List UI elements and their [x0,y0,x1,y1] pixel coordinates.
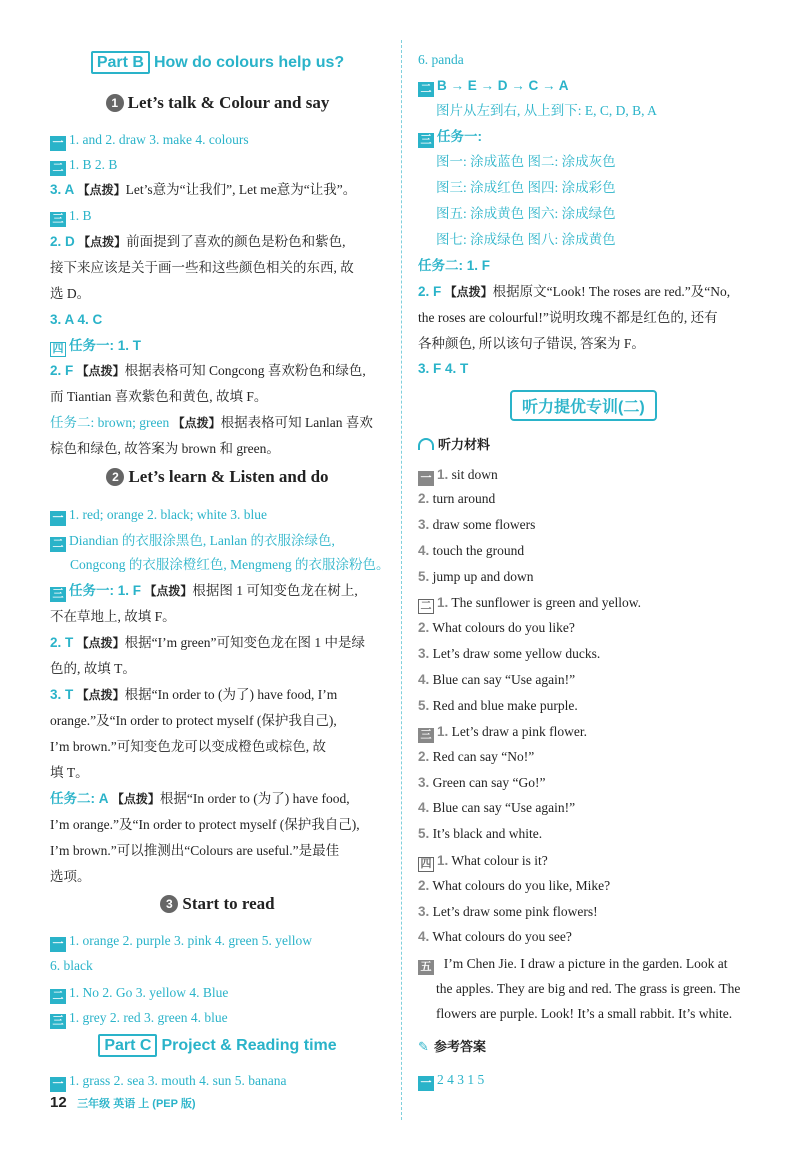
list-item [418,594,641,614]
question-badge: 二 [50,537,66,552]
question-badge: 二 [418,82,434,97]
item-text: Blue can say “Use again!” [432,672,576,687]
explanation-text: 根据表格可知 Congcong 喜欢粉色和绿色, [124,363,366,378]
section-title: Let’s learn & Listen and do [128,467,329,486]
item-number: 1. [437,595,449,610]
materials-label: 听力材料 [438,437,491,452]
answer-text: 任务一: [437,129,482,144]
answer-line [418,128,482,148]
explanation-text: 根据“In order to (为了) have food, I’m [124,687,338,702]
answer-number: 任务一: 1. F [69,583,142,598]
item-text: Let’s draw a pink flower. [451,724,587,739]
answer-line [418,1071,484,1091]
answer-line [50,181,356,199]
item-text: sit down [451,467,498,482]
item-number: 2. [418,620,430,635]
section-title: Start to read [182,894,275,913]
tip-label: 【点拨】 [76,636,125,650]
explanation-line: the roses are colourful!”说明玫瑰不都是红色的, 还有 [418,310,718,325]
list-item [418,852,548,872]
answer-line: 3. F 4. T [418,361,469,376]
answer-line: 3. A 4. C [50,312,103,327]
explanation-text: 根据表格可知 Lanlan 喜欢 [220,415,373,430]
column-divider [401,40,402,1120]
item-number: 4. [418,800,430,815]
item-text: jump up and down [432,569,534,584]
question-badge: 一 [418,471,434,486]
item-text: Green can say “Go!” [432,775,546,790]
explanation-line: 填 T。 [50,765,89,780]
explanation-line: 棕色和绿色, 故答案为 brown 和 green。 [50,441,280,456]
answer-number: 3. A [50,182,75,197]
section-3-heading [50,894,385,914]
explanation-line: 色的, 故填 T。 [50,661,136,676]
answer-line: Congcong 的衣服涂橙红色, Mengmeng 的衣服涂粉色。 [70,557,390,572]
page-number: 12 [50,1094,67,1111]
explanation-line: I’m brown.”可以推测出“Colours are useful.”是最佳 [50,843,340,858]
tip-label: 【点拨】 [78,235,127,249]
list-item [418,903,598,921]
item-number: 3. [418,646,430,661]
explanation-line: 不在草地上, 故填 F。 [50,609,176,624]
answer-line [50,790,350,808]
question-badge: 一 [50,937,66,952]
section-number: 3 [160,895,178,913]
question-badge: 一 [50,136,66,151]
explanation-line: I’m brown.”可知变色龙可以变成橙色或棕色, 故 [50,739,326,754]
explanation-line: 接下来应该是关于画一些和这些颜色相关的东西, 故 [50,260,354,275]
answer-line [50,233,346,251]
answer-number: 2. T [50,635,74,650]
answer-line [50,686,337,704]
answer-line [50,362,366,380]
answer-text: 1. No 2. Go 3. yellow 4. Blue [69,985,229,1000]
item-text: What colour is it? [451,853,548,868]
list-item [418,723,587,743]
item-text: turn around [432,491,496,506]
question-badge: 一 [50,1077,66,1092]
question-badge: 一 [50,511,66,526]
answer-line: 图五: 涂成黄色 图六: 涂成绿色 [436,206,616,221]
answer-line [50,1009,228,1029]
item-number: 4. [418,543,430,558]
answers-label: 参考答案 [434,1039,487,1054]
item-number: 3. [418,904,430,919]
passage-line: flowers are purple. Look! It’s a small rabbit. It’s white. [436,1006,733,1021]
explanation-line: orange.”及“In order to protect myself (保护我自己), [50,713,337,728]
answer-line [50,337,141,357]
answer-line: 任务二: 1. F [418,258,491,273]
answer-line: 图一: 涂成蓝色 图二: 涂成灰色 [436,154,616,169]
reference-answers-heading [418,1036,486,1055]
item-number: 3. [418,517,430,532]
answer-line [418,283,730,301]
answer-line: 图七: 涂成绿色 图八: 涂成黄色 [436,232,616,247]
book-title: 三年级 英语 上 (PEP 版) [77,1098,196,1110]
list-item [418,671,575,689]
section-number: 1 [106,94,124,112]
section-title: Let’s talk & Colour and say [127,93,330,112]
part-c-box: Part C [98,1034,157,1057]
list-item [418,516,535,534]
explanation-text: 根据“I’m green”可知变色龙在图 1 中是绿 [124,635,365,650]
answer-line [50,1072,286,1092]
tip-label: 【点拨】 [172,416,221,430]
list-item [418,490,495,508]
tip-label: 【点拨】 [144,584,193,598]
passage-text: I’m Chen Jie. I draw a picture in the garden. Look at [443,956,728,971]
answer-text: 任务一: 1. T [69,338,142,353]
answer-text: 1. grass 2. sea 3. mouth 4. sun 5. banana [69,1073,287,1088]
list-item [418,697,578,715]
answer-line: 6. panda [418,52,464,67]
answer-number: 3. T [50,687,74,702]
list-item [418,748,534,766]
list-item [418,645,600,663]
question-badge: 一 [418,1076,434,1091]
item-text: What colours do you like, Mike? [432,878,611,893]
answer-number: 2. F [50,363,74,378]
question-badge: 三 [50,212,66,227]
explanation-line: I’m orange.”及“In order to protect myself (保护我自己), [50,817,360,832]
explanation-line: 各种颜色, 所以该句子错误, 答案为 F。 [418,336,645,351]
headphones-icon [418,438,434,450]
question-badge: 二 [418,599,434,614]
answer-line [50,207,92,227]
section-number: 2 [106,468,124,486]
answer-line [50,532,335,552]
item-number: 3. [418,775,430,790]
section-1-heading [50,93,385,113]
part-b-box: Part B [91,51,150,74]
answer-number: 任务二: A [50,791,109,806]
item-text: What colours do you like? [432,620,575,635]
item-text: touch the ground [432,543,525,558]
tip-label: 【点拨】 [77,183,126,197]
tip-label: 【点拨】 [444,285,493,299]
explanation-line: 选项。 [50,869,91,884]
answer-text: B → E → D → C → A [437,78,569,93]
explanation-text: 根据原文“Look! The roses are red.”及“No, [492,284,731,299]
list-item [418,928,572,946]
tip-label: 【点拨】 [76,688,125,702]
item-number: 2. [418,749,430,764]
item-number: 1. [437,467,449,482]
answer-line [50,131,249,151]
listening-materials-heading [418,434,490,453]
answer-line: 6. black [50,958,93,973]
answer-line [50,984,228,1004]
answer-text: 1. B [69,208,92,223]
answer-line: 图片从左到右, 从上到下: E, C, D, B, A [436,103,657,118]
question-badge: 四 [50,342,66,357]
question-badge: 二 [50,989,66,1004]
answer-text: 1. orange 2. purple 3. pink 4. green 5. yellow [69,933,312,948]
item-number: 5. [418,569,430,584]
question-badge: 二 [50,161,66,176]
answer-text: 1. B 2. B [69,157,118,172]
tip-label: 【点拨】 [111,792,160,806]
page-footer [50,1094,196,1112]
item-text: Red can say “No!” [432,749,535,764]
item-text: The sunflower is green and yellow. [451,595,641,610]
explanation-text: Let’s意为“让我们”, Let me意为“让我”。 [125,182,357,197]
tip-label: 【点拨】 [76,364,125,378]
item-text: Blue can say “Use again!” [432,800,576,815]
answer-line [50,634,365,652]
question-badge: 五 [418,960,434,975]
answer-line [50,582,358,602]
explanation-text: 根据图 1 可知变色龙在树上, [192,583,358,598]
item-text: Let’s draw some pink flowers! [432,904,598,919]
item-number: 1. [437,724,449,739]
list-item [418,799,575,817]
answer-number: 任务二: brown; green [50,415,170,430]
answer-line [50,932,312,952]
item-text: draw some flowers [432,517,536,532]
answer-text: Diandian 的衣服涂黑色, Lanlan 的衣服涂绿色, [69,533,335,548]
item-number: 5. [418,826,430,841]
part-c-heading [50,1037,385,1055]
list-item [418,877,610,895]
item-text: Red and blue make purple. [432,698,578,713]
item-number: 1. [437,853,449,868]
item-number: 4. [418,672,430,687]
answer-line [50,156,117,176]
answer-text: 1. and 2. draw 3. make 4. colours [69,132,249,147]
part-b-title: How do colours help us? [153,54,345,71]
answer-text: 2 4 3 1 5 [437,1072,485,1087]
section-2-heading [50,467,385,487]
explanation-line: 选 D。 [50,286,91,301]
item-text: What colours do you see? [432,929,572,944]
item-number: 2. [418,878,430,893]
list-item [418,542,524,560]
list-item [418,619,575,637]
item-number: 5. [418,698,430,713]
list-item [418,825,542,843]
answer-line [50,414,373,432]
answer-text: 1. grey 2. red 3. green 4. blue [69,1010,228,1025]
answer-line [50,506,267,526]
explanation-text: 前面提到了喜欢的颜色是粉色和紫色, [126,234,346,249]
item-text: Let’s draw some yellow ducks. [432,646,601,661]
item-text: It’s black and white. [432,826,543,841]
answer-line [418,77,569,97]
explanation-text: 根据“In order to (为了) have food, [159,791,350,806]
list-item [418,774,545,792]
passage-line: the apples. They are big and red. The grass is green. The [436,981,741,996]
list-item [418,466,498,486]
item-number: 4. [418,929,430,944]
answer-line: 图三: 涂成红色 图四: 涂成彩色 [436,180,616,195]
question-badge: 三 [50,587,66,602]
question-badge: 三 [50,1014,66,1029]
item-number: 2. [418,491,430,506]
pen-icon: ✎ [418,1039,429,1054]
part-c-title: Project & Reading time [161,1037,337,1054]
question-badge: 三 [418,133,434,148]
answer-text: 1. red; orange 2. black; white 3. blue [69,507,267,522]
list-item [418,568,534,586]
explanation-line: 而 Tiantian 喜欢紫色和黄色, 故填 F。 [50,389,268,404]
listening-special-title: 听力提优专训(二) [510,390,657,421]
question-badge: 三 [418,728,434,743]
question-badge: 四 [418,857,434,872]
answer-number: 2. D [50,234,75,249]
answer-number: 2. F [418,284,442,299]
passage-line [418,955,728,975]
part-b-heading [50,54,385,72]
